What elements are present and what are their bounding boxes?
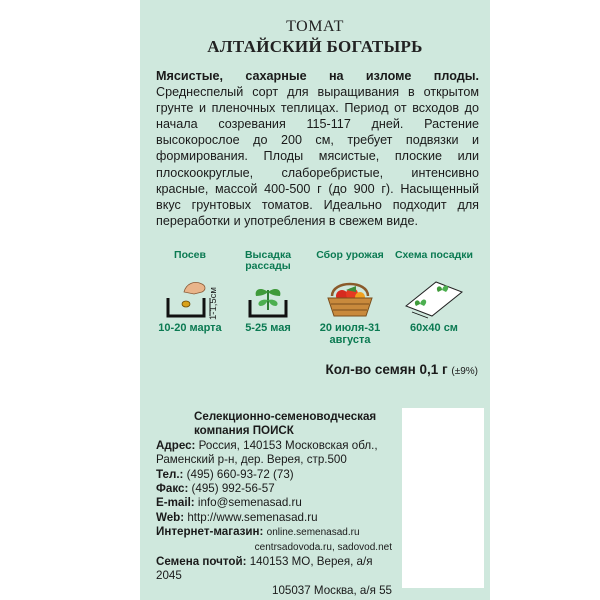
step-label: Схема посадки bbox=[394, 249, 474, 261]
fax-row bbox=[156, 482, 396, 496]
web-row bbox=[156, 511, 396, 525]
planting-scheme-icon bbox=[402, 276, 466, 320]
address-value: Россия, 140153 Московская обл., Раменский р-н, дер. Верея, стр.500 bbox=[156, 438, 378, 467]
company-name-line1: Селекционно-семеноводческая bbox=[194, 410, 377, 423]
shop-link-2[interactable]: centrsadovoda.ru, sadovod.net bbox=[254, 541, 392, 553]
phone-value: (495) 660-93-72 (73) bbox=[186, 467, 294, 481]
sowing-depth: 1-1,5см bbox=[208, 287, 219, 320]
seedling-icon bbox=[242, 276, 294, 320]
seed-quantity-label: Кол-во семян 0,1 г bbox=[325, 362, 448, 377]
label-blank-area bbox=[402, 408, 484, 588]
phone-row bbox=[156, 468, 396, 482]
company-info bbox=[156, 410, 396, 598]
shop-row bbox=[156, 525, 396, 540]
fax-value: (495) 992-56-57 bbox=[191, 482, 275, 496]
step-harvest bbox=[310, 250, 390, 346]
step-date: 60х40 см bbox=[410, 322, 458, 334]
step-date: 5-25 мая bbox=[245, 322, 291, 334]
step-date: 20 июля-31 августа bbox=[319, 322, 381, 346]
fax-label: Факс: bbox=[156, 482, 189, 496]
step-transplant bbox=[228, 250, 308, 334]
description-lead: Мясистые, сахарные на изломе плоды. bbox=[156, 69, 479, 83]
email-label: E-mail: bbox=[156, 496, 195, 510]
seed-packet bbox=[140, 0, 490, 600]
mail-address-2: 105037 Москва, а/я 55 bbox=[272, 583, 392, 597]
mail-label: Семена почтой: bbox=[156, 555, 247, 569]
growing-steps bbox=[150, 250, 480, 345]
seed-quantity bbox=[326, 362, 478, 377]
step-date: 10-20 марта bbox=[158, 322, 222, 334]
shop-link-1[interactable]: online.semenasad.ru bbox=[266, 527, 360, 539]
web-label: Web: bbox=[156, 510, 185, 524]
web-link[interactable]: http://www.semenasad.ru bbox=[187, 510, 318, 524]
shop-label: Интернет-магазин: bbox=[156, 525, 264, 539]
step-label: Сбор урожая bbox=[316, 249, 384, 261]
harvest-basket-icon bbox=[322, 276, 378, 320]
step-label: Высадка рассады bbox=[244, 249, 292, 272]
email-row bbox=[156, 496, 396, 510]
step-label: Посев bbox=[174, 249, 206, 261]
step-scheme bbox=[394, 250, 474, 334]
company-name-line2: компания ПОИСК bbox=[194, 424, 294, 438]
mail-address-1: 140153 МО, Верея, а/я 2045 bbox=[156, 555, 373, 583]
phone-label: Тел.: bbox=[156, 467, 184, 481]
variety-description bbox=[156, 68, 479, 229]
email-link[interactable]: info@semenasad.ru bbox=[197, 496, 302, 510]
address-label: Адрес: bbox=[156, 438, 196, 452]
seed-tolerance: (±9%) bbox=[451, 366, 478, 377]
crop-kind: ТОМАТ bbox=[286, 18, 344, 35]
variety-title: АЛТАЙСКИЙ БОГАТЫРЬ bbox=[207, 37, 423, 56]
address-row bbox=[156, 439, 396, 468]
description-body: Среднеспелый сорт для выращивания в открытом грунте и пленочных теплицах. Период от всходов до начала созревания 115-117 дней. Растение высокорослое до 200 см, требует подвязки и формирования. Плоды мясистые, плоские или плоскоокруглые, слаборебристые, интенсивно красные, массой 400-500 г (до 900 г). Насыщенный вкус грунтовых томатов. Идеально подходит для переработки и употребления в свежем виде. bbox=[156, 85, 479, 228]
mail-row bbox=[156, 555, 396, 584]
